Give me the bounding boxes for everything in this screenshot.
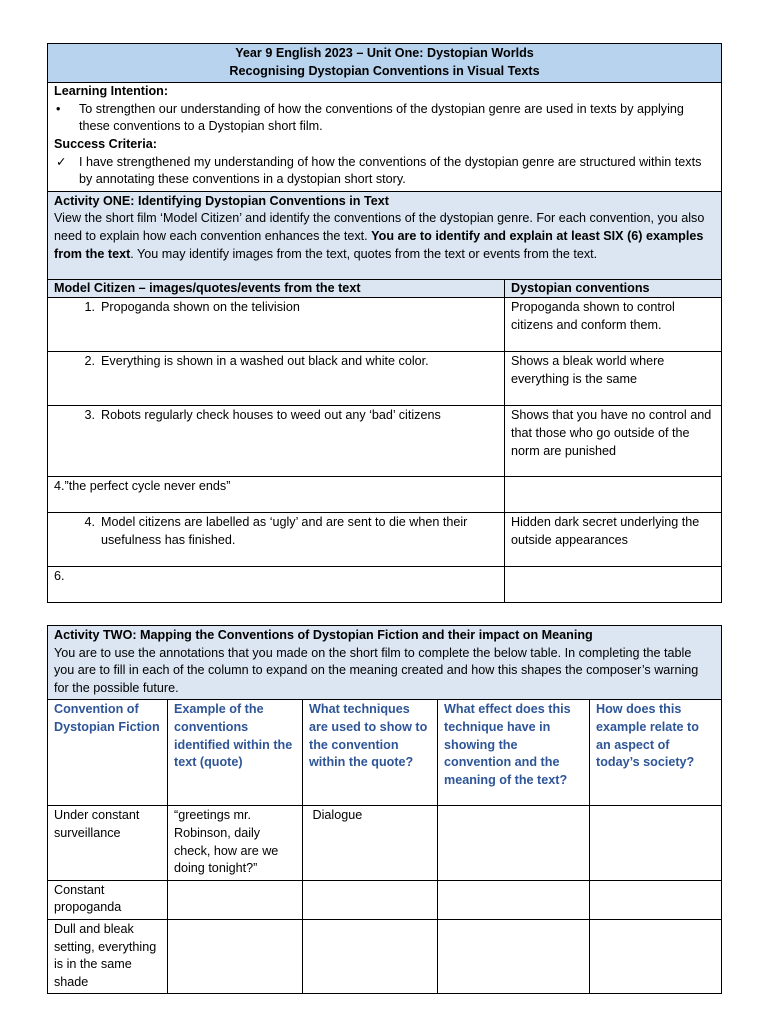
instructions-text: . You may identify images from the text, quotes from the text or events from the text. bbox=[130, 246, 598, 261]
effect-cell[interactable] bbox=[438, 919, 590, 993]
convention-cell[interactable] bbox=[505, 477, 722, 513]
table-row bbox=[48, 298, 722, 352]
example-text: Propoganda shown on the telivision bbox=[101, 300, 300, 315]
example-cell[interactable]: 6. bbox=[48, 567, 505, 603]
row-number: 3. bbox=[84, 408, 95, 423]
table-row bbox=[48, 406, 722, 477]
relation-cell[interactable] bbox=[590, 806, 722, 880]
example-text: Everything is shown in a washed out black and white color. bbox=[101, 354, 429, 369]
table-row bbox=[48, 880, 722, 919]
example-cell[interactable] bbox=[48, 406, 505, 477]
learning-intention-list bbox=[54, 101, 715, 136]
table-row bbox=[48, 352, 722, 406]
effect-cell[interactable] bbox=[438, 880, 590, 919]
convention-cell[interactable]: Under constant surveillance bbox=[48, 806, 168, 880]
column-header-technique: What techniques are used to show to the convention within the quote? bbox=[303, 700, 438, 806]
column-header-effect: What effect does this technique have in showing the convention and the meaning of the text? bbox=[438, 700, 590, 806]
row-number: 2. bbox=[84, 354, 95, 369]
activity-two-text: You are to use the annotations that you made on the short film to complete the below table. In completing the table you are to fill in each of the column to expand on the meaning created and how this shapes the composer’s warning for the possible future. bbox=[54, 645, 699, 695]
bullet-icon: • bbox=[56, 101, 61, 116]
example-text: Robots regularly check houses to weed out any ‘bad’ citizens bbox=[101, 408, 441, 423]
relation-cell[interactable] bbox=[590, 919, 722, 993]
success-criteria-text: I have strengthened my understanding of how the conventions of the dystopian genre are structured within texts by annotating these conventions in a dystopian short story. bbox=[79, 154, 702, 187]
example-cell[interactable] bbox=[48, 298, 505, 352]
convention-cell[interactable] bbox=[505, 567, 722, 603]
activity-one-title: Activity ONE: Identifying Dystopian Conventions in Text bbox=[54, 193, 389, 208]
instructions-text: View the short film ‘Model Citizen’ and identify the conventions of the dystopian genre. For each convention, you also need to explain how each convention enhances the text. bbox=[54, 211, 705, 243]
column-header-examples: Model Citizen – images/quotes/events from the text bbox=[48, 279, 505, 298]
table-row bbox=[48, 513, 722, 567]
document-title: Year 9 English 2023 – Unit One: Dystopian Worlds bbox=[235, 46, 534, 60]
success-criteria-heading: Success Criteria: bbox=[54, 136, 157, 151]
row-number: 1. bbox=[84, 300, 95, 315]
activity-one-table bbox=[47, 43, 722, 603]
example-cell[interactable] bbox=[48, 352, 505, 406]
success-criteria-list bbox=[54, 154, 715, 189]
success-criteria-item bbox=[54, 154, 715, 189]
learning-intention-item bbox=[54, 101, 715, 136]
document-subtitle: Recognising Dystopian Conventions in Visual Texts bbox=[229, 63, 540, 78]
learning-intention-text: To strengthen our understanding of how the conventions of the dystopian genre are used in texts by applying these conventions to a Dystopian short film. bbox=[79, 101, 684, 134]
activity-two-table bbox=[47, 625, 722, 994]
example-cell[interactable]: 4.”the perfect cycle never ends” bbox=[48, 477, 505, 513]
activity-two-title: Activity TWO: Mapping the Conventions of Dystopian Fiction and their impact on Meaning bbox=[54, 628, 593, 642]
example-text: Model citizens are labelled as ‘ugly’ and are sent to die when their usefulness has finished. bbox=[101, 515, 468, 547]
table-row bbox=[48, 806, 722, 880]
column-header-convention: Convention of Dystopian Fiction bbox=[48, 700, 168, 806]
document-header bbox=[48, 44, 722, 83]
activity-one-instructions bbox=[48, 191, 722, 279]
convention-cell[interactable]: Shows a bleak world where everything is the same bbox=[505, 352, 722, 406]
learning-intention-heading: Learning Intention: bbox=[54, 84, 169, 99]
convention-cell[interactable]: Constant propoganda bbox=[48, 880, 168, 919]
table-row bbox=[48, 567, 722, 603]
example-cell[interactable] bbox=[168, 880, 303, 919]
technique-cell[interactable] bbox=[303, 919, 438, 993]
table-row bbox=[48, 919, 722, 993]
checkmark-icon: ✓ bbox=[56, 154, 67, 169]
relation-cell[interactable] bbox=[590, 880, 722, 919]
column-header-conventions: Dystopian conventions bbox=[505, 279, 722, 298]
example-cell[interactable]: “greetings mr. Robinson, daily check, how are we doing tonight?” bbox=[168, 806, 303, 880]
activity-two-instructions bbox=[48, 626, 722, 700]
convention-cell[interactable]: Shows that you have no control and that those who go outside of the norm are punished bbox=[505, 406, 722, 477]
technique-cell[interactable]: Dialogue bbox=[303, 806, 438, 880]
example-cell[interactable] bbox=[168, 919, 303, 993]
column-header-example: Example of the conventions identified within the text (quote) bbox=[168, 700, 303, 806]
convention-cell[interactable]: Hidden dark secret underlying the outside appearances bbox=[505, 513, 722, 567]
technique-cell[interactable] bbox=[303, 880, 438, 919]
effect-cell[interactable] bbox=[438, 806, 590, 880]
instructions-emphasis: You are to identify and explain at least SIX (6) examples from the text bbox=[54, 228, 704, 261]
convention-cell[interactable]: Dull and bleak setting, everything is in the same shade bbox=[48, 919, 168, 993]
table-row bbox=[48, 477, 722, 513]
convention-cell[interactable]: Propoganda shown to control citizens and conform them. bbox=[505, 298, 722, 352]
activity-one-text bbox=[54, 210, 715, 263]
objectives-cell bbox=[48, 83, 722, 192]
row-number: 4. bbox=[84, 515, 95, 530]
column-header-relation: How does this example relate to an aspect of today’s society? bbox=[590, 700, 722, 806]
example-cell[interactable] bbox=[48, 513, 505, 567]
